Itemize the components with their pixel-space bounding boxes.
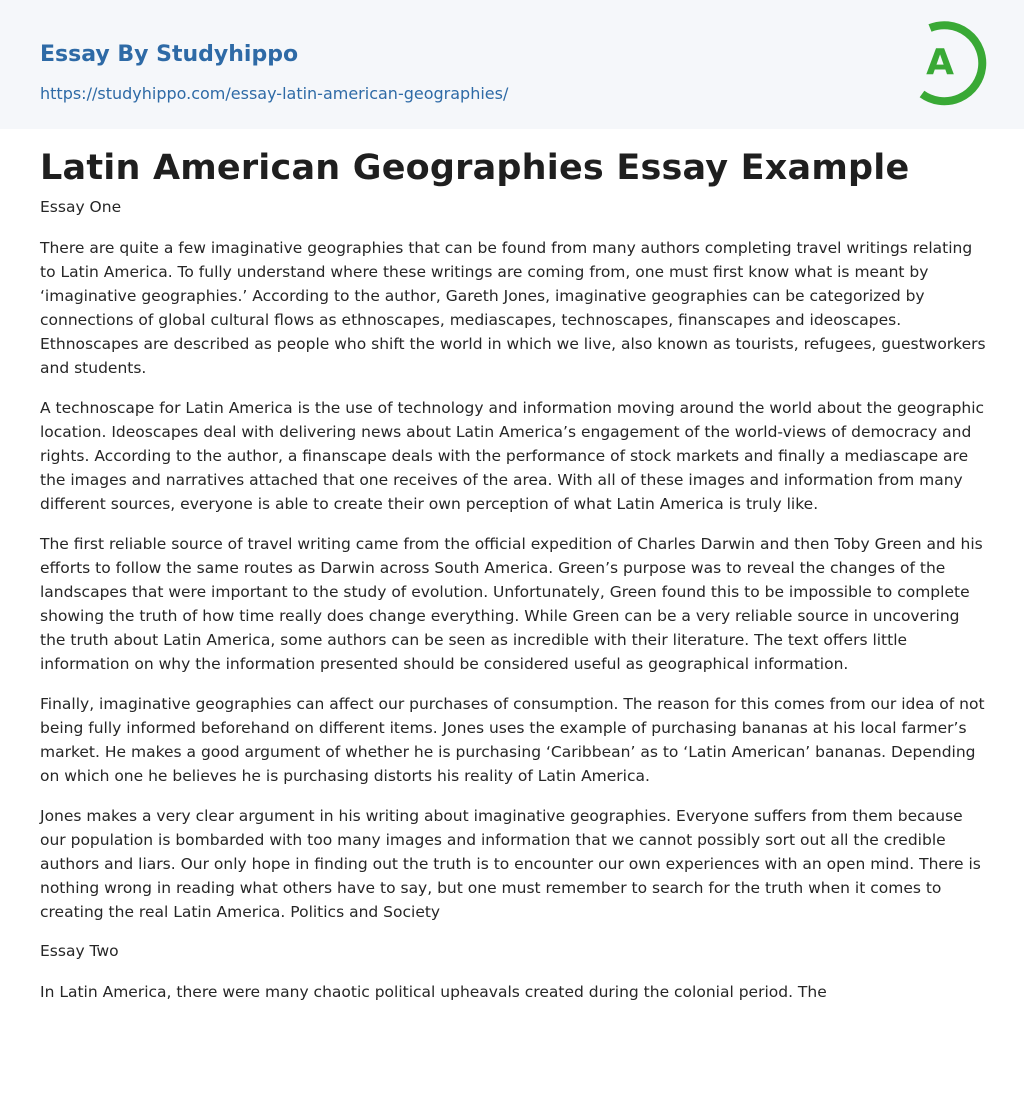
essay-paragraph: A technoscape for Latin America is the use of technology and information moving around the world about the geographic location. Ideoscapes deal with delivering news about Latin America’s engagement of the world-views of democracy and rights. According to the author, a finanscape deals with the performance of stock markets and finally a mediascape are the images and narratives attached that one receives of the area. With all of these images and information from many different sources, everyone is able to create their own perception of what Latin America is truly like. — [40, 399, 985, 513]
essay-one-label: Essay One — [40, 198, 122, 216]
essay-body — [40, 196, 986, 1020]
essay-paragraph: Jones makes a very clear argument in his writing about imaginative geographies. Everyone suffers from them because our population is bombarded with too many images and information that we cannot possibly sort out all the credible authors and liars. Our only hope in finding out the truth is to encounter our own experiences with an open mind. There is nothing wrong in reading what others have to say, but one must remember to search for the truth when it comes to creating the real Latin America. Politics and Society — [40, 807, 981, 921]
essay-paragraph: The first reliable source of travel writing came from the official expedition of Charles Darwin and then Toby Green and his efforts to follow the same routes as Darwin across South America. Green’s purpose was to reveal the changes of the landscapes that were important to the study of evolution. Unfortunately, Green found this to be impossible to complete showing the truth of how time really does change everything. While Green can be a very reliable source in uncovering the truth about Latin America, some authors can be seen as incredible with their literature. The text offers little information on why the information presented should be considered useful as geographical information. — [40, 535, 983, 673]
essay-paragraph: In Latin America, there were many chaotic political upheavals created during the colonial period. The — [40, 983, 827, 1001]
logo-letter: A — [926, 42, 954, 83]
essay-two-label: Essay Two — [40, 942, 119, 960]
brand-name[interactable]: Essay By Studyhippo — [40, 42, 299, 67]
page-title: Latin American Geographies Essay Example — [40, 148, 910, 188]
essay-paragraph: There are quite a few imaginative geographies that can be found from many authors completing travel writings relating to Latin America. To fully understand where these writings are coming from, one must first know what is meant by ‘imaginative geographies.’ According to the author, Gareth Jones, imaginative geographies can be categorized by connections of global cultural flows as ethnoscapes, mediascapes, technoscapes, finanscapes and ideoscapes. Ethnoscapes are described as people who shift the world in which we live, also known as tourists, refugees, guestworkers and students. — [40, 239, 986, 377]
studyhippo-logo-icon[interactable] — [910, 18, 988, 106]
essay-paragraph: Finally, imaginative geographies can affect our purchases of consumption. The reason for this comes from our idea of not being fully informed beforehand on different items. Jones uses the example of purchasing bananas at his local farmer’s market. He makes a good argument of whether he is purchasing ‘Caribbean’ as to ‘Latin American’ bananas. Depending on which one he believes he is purchasing distorts his reality of Latin America. — [40, 695, 985, 785]
source-url-link[interactable]: https://studyhippo.com/essay-latin-american-geographies/ — [40, 84, 509, 103]
